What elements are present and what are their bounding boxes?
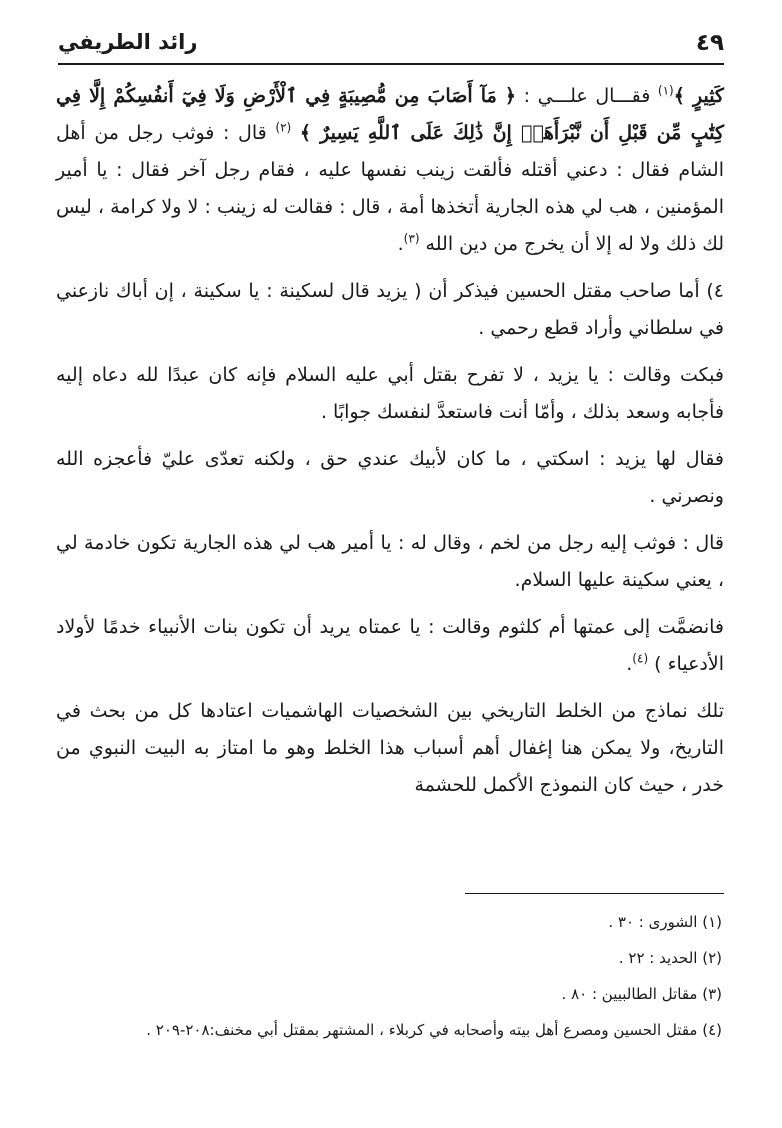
- quran-verse-end: كَثِيرٍ ﴾: [673, 85, 724, 107]
- paragraph-1-text-a: فقـــال علـــي :: [516, 85, 658, 107]
- paragraph-3: فبكت وقالت : يا يزيد ، لا تفرح بقتل أبي عليه السلام فإنه كان عبدًا لله دعاه إليه فأجابه وسعد بذلك ، وأمّا أنت فاستعدَّ لنفسك جوابًا .: [56, 364, 724, 423]
- paragraph-6: [56, 609, 724, 683]
- footnote-3: (٣) مقاتل الطالبيين : ٨٠ .: [561, 985, 722, 1003]
- footnote-ref-4: (٤): [632, 651, 649, 666]
- paragraph-1-text-b: قال : فوثب رجل من أهل الشام فقال : دعني أقتله فألقت زينب نفسها عليه ، فقام رجل آخر فقال : يا أمير المؤمنين ، هب لي هذه الجارية أتخذها أمة ، قال : فقالت له زينب : لا ولا كرامة ، ليس لك ذلك ولا له إلا أن يخرج من دين الله: [56, 122, 724, 255]
- paragraph-1-end: .: [397, 233, 404, 255]
- footnote-divider: [465, 893, 724, 894]
- paragraph-6-end: .: [626, 653, 633, 675]
- paragraph-4: فقال لها يزيد : اسكتي ، ما كان لأبيك عندي حق ، ولكنه تعدّى عليّ فأعجزه الله ونصرني .: [56, 448, 724, 507]
- quran-verse: ﴿ مَآ أَصَابَ مِن مُّصِيبَةٍ فِي ٱلْأَرْضِ وَلَا فِيٓ أَنفُسِكُمْ إِلَّا فِي كِتَٰبٍ مِّن قَبْلِ أَن نَّبْرَأَهَآۚ إِنَّ ذَٰلِكَ عَلَى ٱللَّهِ يَسِيرٌ ﴾: [56, 85, 725, 144]
- footnotes: [58, 904, 722, 1048]
- main-text: [56, 78, 724, 814]
- footnote-1: (١) الشورى : ٣٠ .: [608, 913, 722, 931]
- footnote-2: (٢) الحديد : ٢٢ .: [618, 949, 722, 967]
- running-head-author: رائد الطريفي: [58, 30, 198, 54]
- paragraph-6-text: فانضمَّت إلى عمتها أم كلثوم وقالت : يا عمتاه يريد أن تكون بنات الأنبياء خدمًا لأولاد الأدعياء ): [56, 616, 724, 675]
- paragraph-2: ٤) أما صاحب مقتل الحسين فيذكر أن ( يزيد قال لسكينة : يا سكينة ، إن أباك نازعني في سلطاني وأراد قطع رحمي .: [56, 280, 724, 339]
- paragraph-5: قال : فوثب إليه رجل من لخم ، وقال له : يا أمير هب لي هذه الجارية تكون خادمة لي ، يعني سكينة عليها السلام.: [56, 532, 724, 591]
- paragraph-7: تلك نماذج من الخلط التاريخي بين الشخصيات الهاشميات اعتادها كل من بحث في التاريخ، ولا يمكن هنا إغفال أهم أسباب هذا الخلط وهو ما امتاز به البيت النبوي من خدر ، حيث كان النموذج الأكمل للحشمة: [56, 700, 724, 796]
- footnote-ref-3: (٣): [403, 231, 420, 246]
- footnote-ref-2: (٢): [275, 120, 292, 135]
- paragraph-1: [56, 78, 724, 263]
- page-number: ٤٩: [695, 30, 724, 56]
- header-divider: [58, 63, 724, 65]
- page-header: [58, 22, 724, 66]
- footnote-4: (٤) مقتل الحسين ومصرع أهل بيته وأصحابه في كربلاء ، المشتهر بمقتل أبي مخنف:٢٠٨-٢٠٩ .: [146, 1021, 722, 1039]
- footnote-ref-1: (١): [657, 83, 674, 98]
